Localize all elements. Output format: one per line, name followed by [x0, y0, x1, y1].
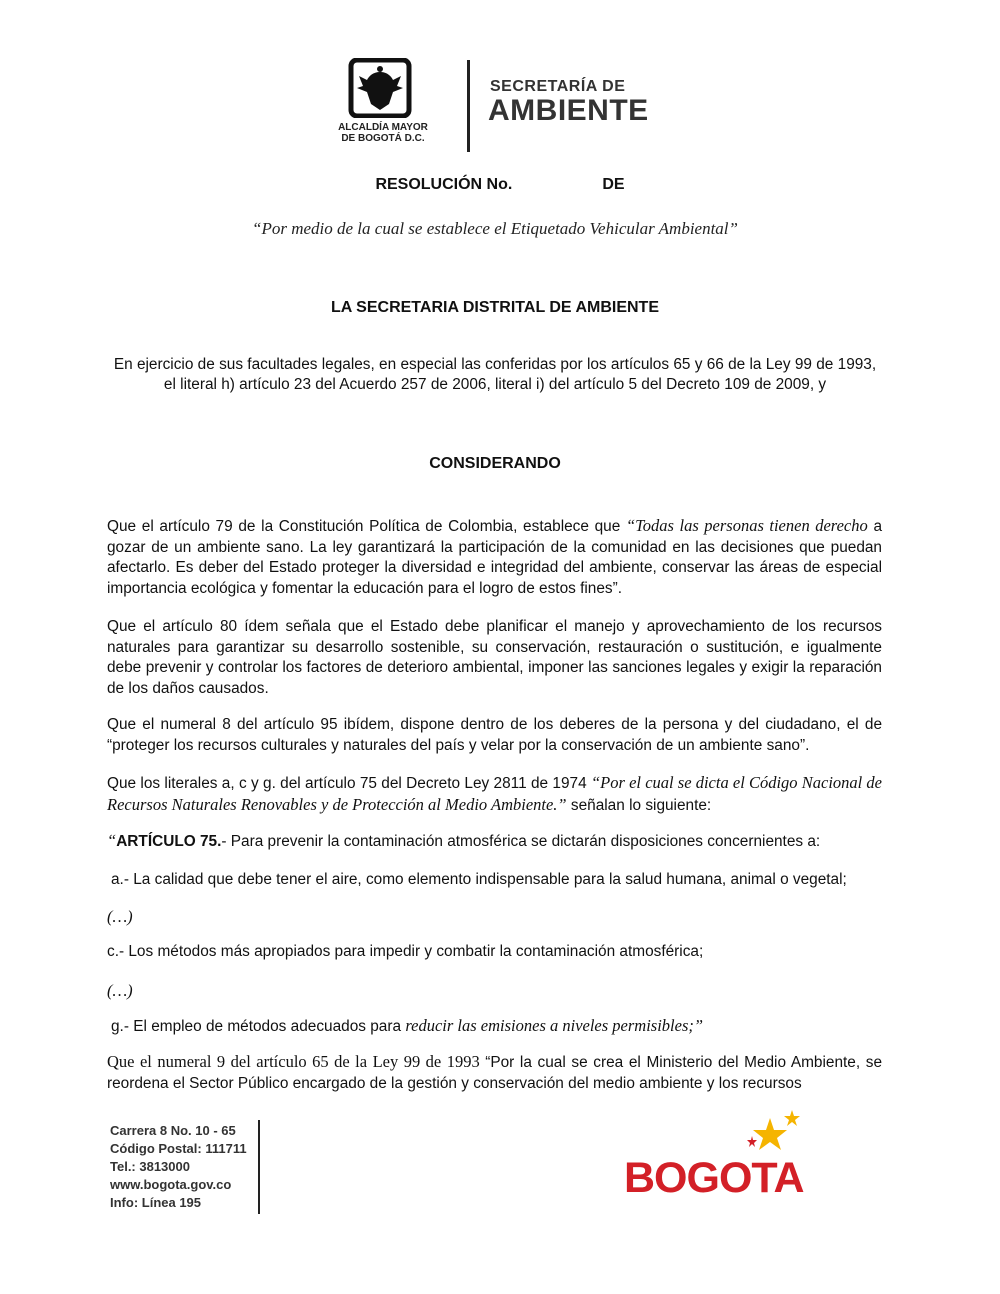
p1-italic: “Todas las personas tienen derecho — [625, 516, 868, 535]
p5-quote: “ — [107, 831, 117, 850]
p4-italic: “Por el cual se dicta el Código Nacional de Recursos Naturales Renovables y de Protección al Medio Ambiente.” — [107, 773, 882, 814]
stars-icon — [742, 1110, 802, 1160]
header-divider — [467, 60, 470, 152]
p10-italic: reducir las emisiones a niveles permisibles;” — [405, 1016, 704, 1035]
secretaria-label: SECRETARÍA DE — [490, 78, 626, 95]
bogota-coat-of-arms-icon — [345, 58, 415, 118]
p1-plain: Que el artículo 79 de la Constitución Política de Colombia, establece que — [107, 518, 626, 535]
legal-basis-paragraph: En ejercicio de sus facultades legales, en especial las conferidas por los artículos 65 y 66 de la Ley 99 de 1993, el literal h) artículo 23 del Acuerdo 257 de 2006, literal i) del artículo 5 del Decreto 109 de 2009, y — [113, 356, 877, 393]
resolution-subtitle: “Por medio de la cual se establece el Etiquetado Vehicular Ambiental” — [252, 219, 738, 238]
footer-postal: Código Postal: 111711 — [110, 1141, 247, 1156]
p4-rest: señalan lo siguiente: — [566, 796, 712, 814]
bogota-wordmark: BOGOTA — [624, 1154, 804, 1202]
paragraph-literal-c: c.- Los métodos más apropiados para impedir y combatir la contaminación atmosférica; — [107, 943, 704, 960]
paragraph-literal-a: a.- La calidad que debe tener el aire, como elemento indispensable para la salud humana, animal o vegetal; — [111, 871, 847, 888]
p10-plain: g.- El empleo de métodos adecuados para — [111, 1018, 406, 1035]
alcaldia-label — [333, 122, 433, 144]
p11-serif: Que el numeral 9 del artículo 65 de la Ley 99 de 1993 — [107, 1052, 486, 1071]
resolution-heading — [0, 176, 1000, 194]
ellipsis-2: (…) — [107, 981, 133, 1000]
footer-tel: Tel.: 3813000 — [110, 1159, 190, 1174]
considerando-heading: CONSIDERANDO — [429, 455, 561, 472]
paragraph-article-79 — [107, 516, 882, 599]
alcaldia-line2: DE BOGOTÁ D.C. — [341, 133, 425, 144]
paragraph-article-95: Que el numeral 8 del artículo 95 ibídem, dispone dentro de los deberes de la persona y del ciudadano, el de “proteger los recursos culturales y naturales del país y velar por la conservación de un ambiente sano”. — [107, 716, 882, 754]
footer-web: www.bogota.gov.co — [110, 1177, 232, 1192]
paragraph-literal-g — [111, 1016, 886, 1038]
paragraph-article-75 — [107, 831, 882, 853]
alcaldia-line1: ALCALDÍA MAYOR — [338, 122, 428, 133]
resolution-number-label: RESOLUCIÓN No. — [375, 176, 513, 193]
p11-rest: “Por la cual se crea el Ministerio del Medio Ambiente, se reordena el Sector Público encargado de la gestión y conservación del medio ambiente y los recursos — [107, 1054, 883, 1092]
paragraph-decreto-2811 — [107, 773, 882, 816]
authority-heading: LA SECRETARIA DISTRITAL DE AMBIENTE — [331, 299, 659, 316]
resolution-date-label: DE — [602, 176, 625, 193]
p1-rest: a gozar de un ambiente sano. La ley garantizará la participación de la comunidad en las decisiones que puedan afectarlo. Es deber del Estado proteger la diversidad e integridad del ambiente, conservar las áreas de especial importancia ecológica y fomentar la educación para el logro de estos fines”. — [107, 518, 882, 597]
footer-address: Carrera 8 No. 10 - 65 — [110, 1123, 236, 1138]
bogota-logo — [620, 1110, 820, 1210]
footer-info: Info: Línea 195 — [110, 1195, 202, 1210]
p5-bold: ARTÍCULO 75. — [116, 833, 222, 850]
ellipsis-1: (…) — [107, 907, 133, 926]
footer-contact — [110, 1122, 247, 1212]
paragraph-ley-99 — [107, 1052, 882, 1094]
p5-rest: - Para prevenir la contaminación atmosférica se dictarán disposiciones concernientes a: — [221, 833, 821, 850]
paragraph-article-80: Que el artículo 80 ídem señala que el Estado debe planificar el manejo y aprovechamiento de los recursos naturales para garantizar su desarrollo sostenible, su conservación, restauración o sustitución, e igualmente debe prevenir y controlar los factores de deterioro ambiental, imponer las sanciones legales y exigir la reparación de los daños causados. — [107, 618, 882, 697]
ambiente-label: AMBIENTE — [488, 94, 649, 127]
footer-divider — [258, 1120, 260, 1214]
header-logo — [338, 58, 655, 158]
p4-plain: Que los literales a, c y g. del artículo 75 del Decreto Ley 2811 de 1974 — [107, 775, 591, 792]
